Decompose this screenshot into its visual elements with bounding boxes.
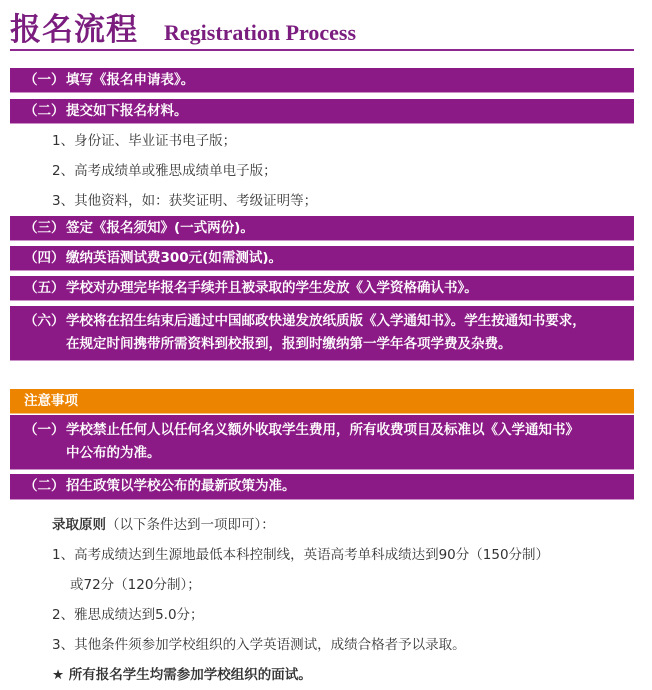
list-item: 3、其他条件须参加学校组织的入学英语测试，成绩合格者予以录取。 xyxy=(52,637,466,653)
admission-heading-bold: 录取原则 xyxy=(52,517,106,533)
note-number: （一） xyxy=(24,422,65,438)
step-6-bar xyxy=(10,306,634,361)
step-number: （五） xyxy=(24,280,65,296)
step-5-bar xyxy=(10,276,634,301)
step-text: 学校对办理完毕报名手续并且被录取的学生发放《入学资格确认书》。 xyxy=(66,280,478,296)
step-text: 签定《报名须知》(一式两份)。 xyxy=(66,220,254,236)
admission-section xyxy=(52,510,549,690)
header-divider xyxy=(10,49,634,51)
note-2-bar xyxy=(10,474,634,500)
step-text: 提交如下报名材料。 xyxy=(66,103,188,119)
note-text: 招生政策以学校公布的最新政策为准。 xyxy=(66,478,296,494)
step-3-bar xyxy=(10,216,634,241)
step-text-cont: 在规定时间携带所需资料到校报到，报到时缴纳第一学年各项学费及杂费。 xyxy=(66,336,512,352)
step-text: 缴纳英语测试费300元(如需测试)。 xyxy=(66,250,283,266)
notes-title: 注意事项 xyxy=(24,393,78,409)
footnote: ★ 所有报名学生均需参加学校组织的面试。 xyxy=(52,667,312,683)
step-number: （四） xyxy=(24,250,65,266)
note-text: 学校禁止任何人以任何名义额外收取学生费用，所有收费项目及标准以《入学通知书》 xyxy=(66,422,579,438)
step-number: （六） xyxy=(24,313,65,329)
admission-heading-rest: （以下条件达到一项即可）： xyxy=(106,517,275,533)
list-item: 2、高考成绩单或雅思成绩单电子版； xyxy=(52,163,277,179)
note-1-bar xyxy=(10,415,634,470)
step-text: 填写《报名申请表》。 xyxy=(66,72,195,88)
step-number: （三） xyxy=(24,220,65,236)
list-item: 1、身份证、毕业证书电子版； xyxy=(52,133,237,149)
step-2-bar xyxy=(10,99,634,124)
step-4-bar xyxy=(10,246,634,271)
page-header xyxy=(10,4,357,48)
admission-heading xyxy=(52,510,549,540)
list-item: 1、高考成绩达到生源地最低本科控制线，英语高考单科成绩达到90分（150分制） xyxy=(52,547,550,563)
notes-title-bar xyxy=(10,389,634,414)
note-number: （二） xyxy=(24,478,65,494)
page-title-en: Registration Process xyxy=(164,20,357,45)
step-number: （一） xyxy=(24,72,65,88)
page-title-cn: 报名流程 xyxy=(10,12,138,48)
step-number: （二） xyxy=(24,103,65,119)
note-text-cont: 中公布的为准。 xyxy=(66,445,161,461)
step-1-bar xyxy=(10,68,634,93)
list-item-cont: 或72分（120分制）； xyxy=(70,577,201,593)
list-item: 2、雅思成绩达到5.0分； xyxy=(52,607,204,623)
step-text: 学校将在招生结束后通过中国邮政快递发放纸质版《入学通知书》。学生按通知书要求， xyxy=(66,313,586,329)
materials-list xyxy=(52,126,317,216)
list-item: 3、其他资料，如：获奖证明、考级证明等； xyxy=(52,193,318,209)
